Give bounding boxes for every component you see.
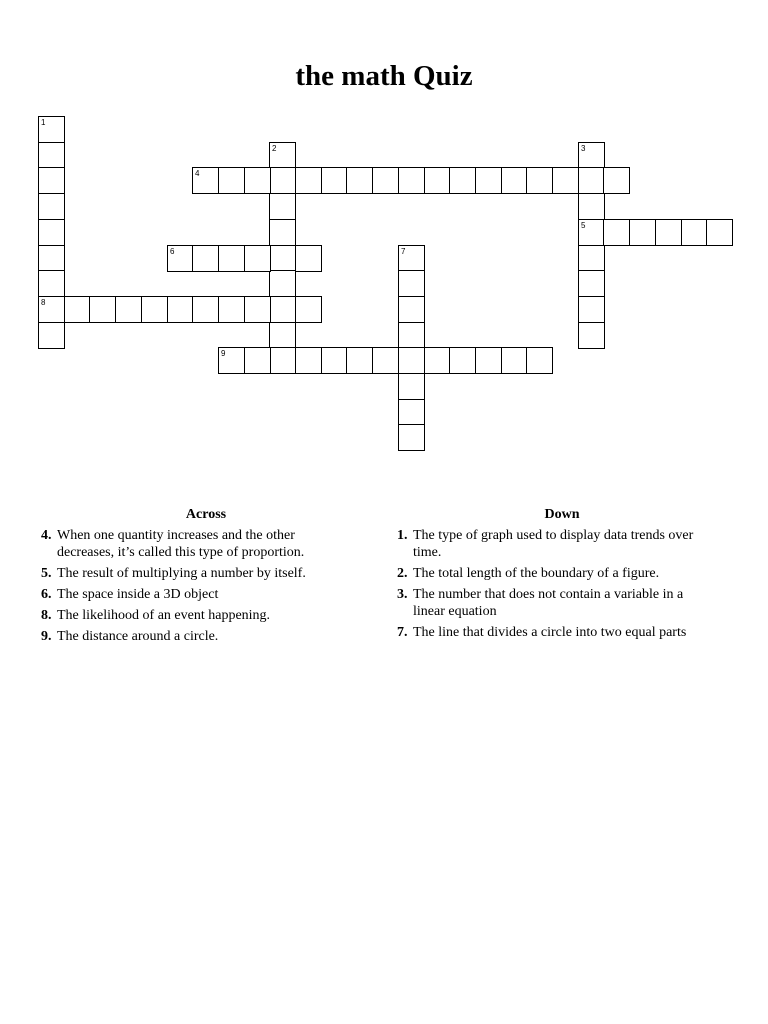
grid-cell-r7-c9[interactable] [269,296,296,323]
grid-cell-r2-c21[interactable] [578,167,605,194]
grid-cell-r12-c14[interactable] [398,424,425,451]
clue-text: The total length of the boundary of a figure. [413,566,660,581]
clue-number: 4. [41,528,52,543]
clue-text: The distance around a circle. [57,629,219,644]
grid-cell-r8-c9[interactable] [269,322,296,349]
clue-number-label: 9 [221,349,226,358]
grid-cell-r2-c12[interactable] [346,167,373,194]
clue-number-label: 1 [41,118,46,127]
clue-number-label: 5 [581,221,586,230]
grid-cell-r6-c14[interactable] [398,270,425,297]
grid-cell-r5-c21[interactable] [578,245,605,272]
across-heading: Across [185,507,227,522]
across-clue-9 [41,628,371,645]
down-heading: Down [544,507,580,522]
grid-cell-r9-c15[interactable] [424,347,451,374]
grid-cell-r4-c0[interactable] [38,219,65,246]
grid-cell-r5-c6[interactable] [192,245,219,272]
clue-number-label: 2 [272,144,277,153]
grid-cell-r5-c0[interactable] [38,245,65,272]
grid-cell-r5-c8[interactable] [244,245,271,272]
grid-cell-r9-c14[interactable] [398,347,425,374]
grid-cell-r3-c9[interactable] [269,193,296,220]
grid-cell-r3-c21[interactable] [578,193,605,220]
grid-cell-r5-c5[interactable] [167,245,194,272]
grid-cell-r8-c21[interactable] [578,322,605,349]
grid-cell-r1-c21[interactable] [578,142,605,169]
grid-cell-r6-c21[interactable] [578,270,605,297]
grid-cell-r4-c23[interactable] [629,219,656,246]
grid-cell-r4-c9[interactable] [269,219,296,246]
grid-cell-r7-c6[interactable] [192,296,219,323]
clue-number-label: 3 [581,144,586,153]
grid-cell-r5-c10[interactable] [295,245,322,272]
grid-cell-r4-c24[interactable] [655,219,682,246]
grid-cell-r9-c11[interactable] [321,347,348,374]
grid-cell-r2-c9[interactable] [269,167,296,194]
grid-cell-r11-c14[interactable] [398,399,425,426]
clue-number: 5. [41,566,52,581]
grid-cell-r8-c0[interactable] [38,322,65,349]
grid-cell-r9-c7[interactable] [218,347,245,374]
down-clue-2 [397,565,727,582]
grid-cell-r2-c14[interactable] [398,167,425,194]
grid-cell-r5-c9[interactable] [269,245,296,272]
down-clue-3 [397,586,727,620]
across-clue-8 [41,607,371,624]
clue-text: The number that does not contain a variable in a linear equation [413,587,684,619]
across-clues [41,506,371,649]
grid-cell-r2-c13[interactable] [372,167,399,194]
down-clue-1 [397,527,727,561]
clue-text: The type of graph used to display data trends over time. [413,528,694,560]
clue-number-label: 7 [401,247,406,256]
grid-cell-r9-c18[interactable] [501,347,528,374]
grid-cell-r6-c0[interactable] [38,270,65,297]
grid-cell-r2-c7[interactable] [218,167,245,194]
clue-number-label: 6 [170,247,175,256]
grid-cell-r7-c4[interactable] [141,296,168,323]
grid-cell-r2-c6[interactable] [192,167,219,194]
clue-number: 3. [397,587,408,602]
grid-cell-r6-c9[interactable] [269,270,296,297]
grid-cell-r2-c17[interactable] [475,167,502,194]
grid-cell-r2-c22[interactable] [603,167,630,194]
grid-cell-r2-c10[interactable] [295,167,322,194]
clue-number: 9. [41,629,52,644]
grid-cell-r8-c14[interactable] [398,322,425,349]
grid-cell-r7-c0[interactable] [38,296,65,323]
puzzle-title: the math Quiz [295,60,473,92]
clue-text: The space inside a 3D object [57,587,219,602]
clue-number: 8. [41,608,52,623]
grid-cell-r5-c7[interactable] [218,245,245,272]
grid-cell-r10-c14[interactable] [398,373,425,400]
grid-cell-r4-c25[interactable] [681,219,708,246]
grid-cell-r7-c8[interactable] [244,296,271,323]
grid-cell-r2-c11[interactable] [321,167,348,194]
grid-cell-r2-c18[interactable] [501,167,528,194]
grid-cell-r9-c17[interactable] [475,347,502,374]
grid-cell-r9-c8[interactable] [244,347,271,374]
grid-cell-r3-c0[interactable] [38,193,65,220]
clue-text: The result of multiplying a number by itself. [57,566,306,581]
grid-cell-r2-c15[interactable] [424,167,451,194]
grid-cell-r9-c16[interactable] [449,347,476,374]
grid-cell-r5-c14[interactable] [398,245,425,272]
grid-cell-r4-c26[interactable] [706,219,733,246]
grid-cell-r7-c7[interactable] [218,296,245,323]
clue-number: 2. [397,566,408,581]
grid-cell-r7-c5[interactable] [167,296,194,323]
across-clue-5 [41,565,371,582]
down-clue-7 [397,624,727,641]
crossword-grid [0,0,768,480]
grid-cell-r9-c12[interactable] [346,347,373,374]
grid-cell-r2-c8[interactable] [244,167,271,194]
grid-cell-r2-c20[interactable] [552,167,579,194]
grid-cell-r2-c19[interactable] [526,167,553,194]
grid-cell-r7-c1[interactable] [64,296,91,323]
clue-number: 7. [397,625,408,640]
across-clue-4 [41,527,371,561]
grid-cell-r1-c0[interactable] [38,142,65,169]
grid-cell-r4-c22[interactable] [603,219,630,246]
grid-cell-r7-c3[interactable] [115,296,142,323]
clue-text: When one quantity increases and the other decreases, it’s called this type of proportion. [57,528,305,560]
across-clue-6 [41,586,371,603]
clue-text: The likelihood of an event happening. [57,608,271,623]
grid-cell-r7-c14[interactable] [398,296,425,323]
clue-number-label: 4 [195,169,200,178]
grid-cell-r0-c0[interactable] [38,116,65,143]
grid-cell-r2-c16[interactable] [449,167,476,194]
grid-cell-r2-c0[interactable] [38,167,65,194]
grid-cell-r4-c21[interactable] [578,219,605,246]
clue-text: The line that divides a circle into two equal parts [413,625,687,640]
clue-number-label: 8 [41,298,46,307]
clue-number: 6. [41,587,52,602]
grid-cell-r9-c13[interactable] [372,347,399,374]
grid-cell-r7-c21[interactable] [578,296,605,323]
grid-cell-r9-c19[interactable] [526,347,553,374]
grid-cell-r9-c9[interactable] [269,347,296,374]
down-clues [397,506,727,645]
grid-cell-r7-c2[interactable] [89,296,116,323]
grid-cell-r9-c10[interactable] [295,347,322,374]
grid-cell-r1-c9[interactable] [269,142,296,169]
clue-number: 1. [397,528,408,543]
grid-cell-r7-c10[interactable] [295,296,322,323]
